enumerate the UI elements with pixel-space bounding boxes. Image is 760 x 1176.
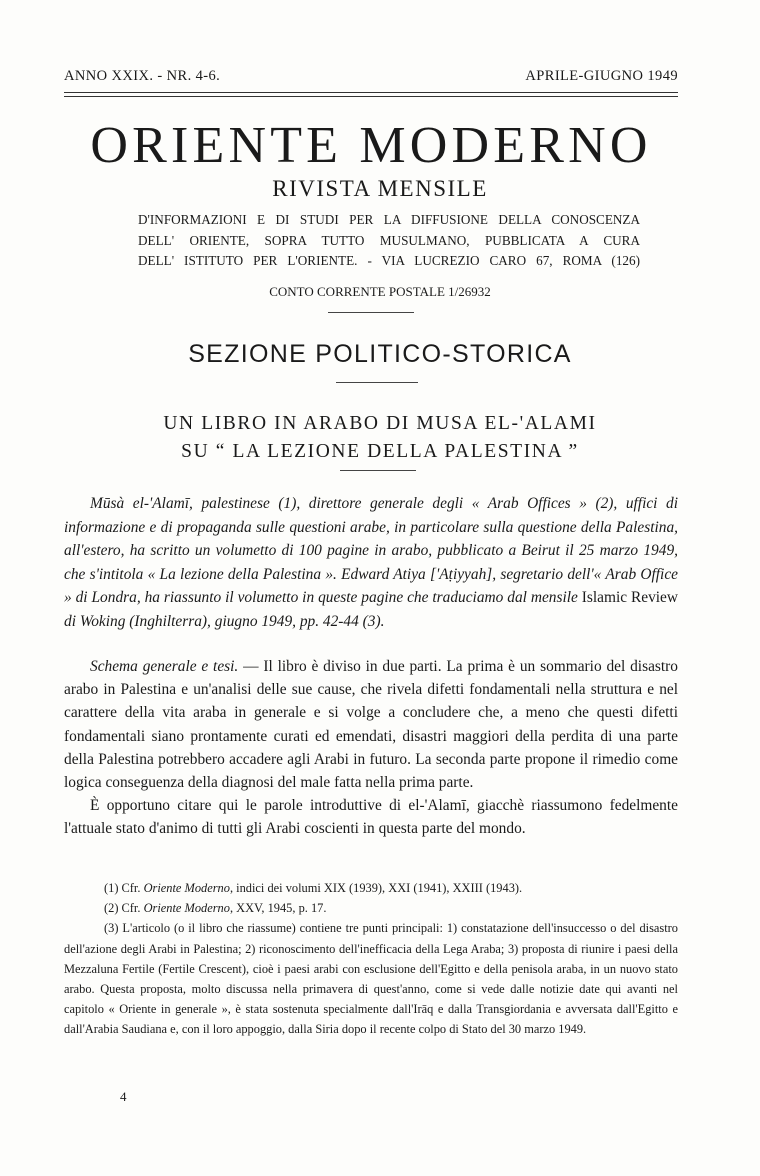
intro-journal-name: Islamic Review [581, 589, 678, 606]
postal-account: CONTO CORRENTE POSTALE 1/26932 [269, 284, 491, 299]
running-head-date: APRILE-GIUGNO 1949 [525, 68, 678, 84]
intro-text: Mūsà el-'Alamī, palestinese (1), direttore generale degli « Arab Offices » (2), uffici di informazione e di propaganda sulle questioni arabe, in particolare sulla questione della Palestina, all'estero, ha scritto un volumetto di 100 pagine in arabo, pubblicato a Beirut il 25 marzo 1949, che s'intitola « La lezione della Palestina ». Edward Atiya ['Aṭiyyah], segretario dell'« Arab Office » di Londra, ha riassunto il volumetto in queste pagine che traduciamo dal mensile [64, 495, 678, 606]
masthead-info [138, 210, 640, 272]
header-double-rule [64, 92, 678, 97]
footnote-2 [64, 898, 678, 918]
running-head [64, 68, 678, 85]
footnote-1 [64, 878, 678, 898]
paragraph-heading: Schema generale e tesi. [90, 658, 239, 675]
section-title: SEZIONE POLITICO-STORICA [188, 340, 572, 368]
footnote-3: (3) L'articolo (o il libro che riassume) contiene tre punti principali: 1) constatazione dell'insuccesso o del disastro dell'azione degli Arabi in Palestina; 2) riconoscimento dell'inefficacia della Lega Araba; 3) proposta di riunire i paesi della Mezzaluna Fertile (Fertile Crescent), cioè i paesi arabi con esclusione dell'Egitto e della penisola araba, in un nuovo stato arabo. Questa proposta, molto discussa nella primavera di quest'anno, come si vede dalle notizie date qui avanti nel capitolo « Oriente in generale », è stata sostenuta specialmente dall'Irāq e dalla Transgiordania e avversata dall'Egitto e dall'Arabia Saudiana e, con il loro appoggio, dalla Siria dopo il recente colpo di Stato del 30 marzo 1949. [64, 921, 678, 1037]
article-intro [64, 492, 678, 633]
article-title-line-1: UN LIBRO IN ARABO DI MUSA EL-'ALAMI [163, 413, 597, 434]
article-body [64, 655, 678, 841]
article-title [0, 410, 760, 466]
footnote-text: (2) Cfr. [104, 901, 144, 916]
footnote-text: , indici dei volumi XIX (1939), XXI (1941), XXIII (1943). [229, 881, 523, 895]
footnote-text: , XXV, 1945, p. 17. [229, 901, 327, 916]
body-paragraph: È opportuno citare qui le parole introduttive di el-'Alamī, giacchè riassumono fedelmente l'attuale stato d'animo di tutti gli Arabi coscienti in questa parte del mondo. [64, 797, 678, 838]
ornament-rule [336, 382, 418, 383]
footnote-journal: Oriente Moderno [143, 881, 230, 895]
masthead-info-line: D'INFORMAZIONI E DI STUDI PER LA DIFFUSIONE DELLA CONOSCENZA [138, 212, 640, 227]
body-paragraph [64, 655, 678, 794]
ornament-rule [328, 312, 414, 313]
masthead-subtitle: RIVISTA MENSILE [272, 176, 488, 201]
running-head-issue: ANNO XXIX. - NR. 4-6. [64, 68, 221, 84]
article-title-line-2: SU “ LA LEZIONE DELLA PALESTINA ” [181, 441, 579, 462]
footnote-text: (1) Cfr. [104, 881, 144, 895]
footnote-journal: Oriente Moderno [143, 901, 230, 916]
masthead-title: ORIENTE MODERNO [90, 117, 652, 174]
paragraph-text: — Il libro è diviso in due parti. La prima è un sommario del disastro arabo in Palestina e un'analisi delle sue cause, che rivela difetti fondamentali nella struttura e nel carattere della vita araba in generale e si volge a concludere che, a meno che questi difetti fondamentali siano prontamente curati ed emendati, disastri maggiori della perdita di una parte della Palestina potrebbero accadere agli Arabi in futuro. La seconda parte propone il rimedio come logica conseguenza della diagnosi del male fatta nella prima parte. [64, 658, 678, 792]
footnotes [64, 878, 678, 1040]
page-number: 4 [120, 1089, 127, 1104]
intro-text-end: di Woking (Inghilterra), giugno 1949, pp. 42-44 (3). [64, 612, 385, 630]
masthead-info-line: DELL' ISTITUTO PER L'ORIENTE. - VIA LUCREZIO CARO 67, ROMA (126) [138, 253, 640, 268]
masthead-info-line: DELL' ORIENTE, SOPRA TUTTO MUSULMANO, PUBBLICATA A CURA [138, 232, 640, 248]
ornament-rule [340, 470, 416, 471]
